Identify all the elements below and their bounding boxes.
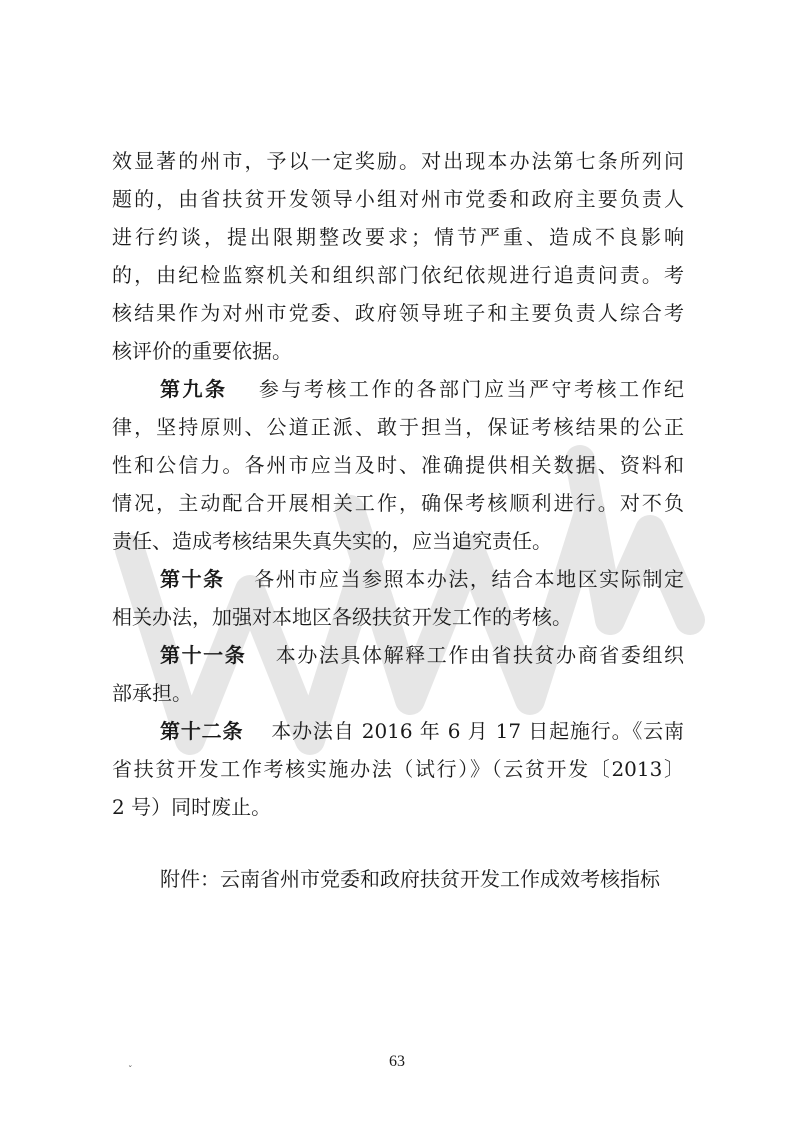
text-line: 2 号）同时废止。 [112,795,272,819]
text-line: 律，坚持原则、公道正派、敢于担当，保证考核结果的公正 [112,415,684,439]
text-line: 的，由纪检监察机关和组织部门依纪依规进行追责问责。考 [112,263,684,287]
text-line: 核结果作为对州市党委、政府领导班子和主要负责人综合考 [112,301,684,325]
watermark-text: WWW [408,600,412,601]
corner-mark: ˇ [128,1066,133,1076]
article-9 [112,370,684,560]
document-body [112,142,684,898]
text-line: 部承担。 [112,681,192,705]
text-line: 参与考核工作的各部门应当严守考核工作纪 [258,377,685,401]
text-line: 责任、造成考核结果失真失实的，应当追究责任。 [112,529,552,553]
text-line: 题的，由省扶贫开发领导小组对州市党委和政府主要负责人 [112,187,684,211]
text-line: 相关办法，加强对本地区各级扶贫开发工作的考核。 [112,605,572,629]
text-line: 性和公信力。各州市应当及时、准确提供相关数据、资料和 [112,453,684,477]
text-line: 情况，主动配合开展相关工作，确保考核顺利进行。对不负 [112,491,684,515]
attachment-note: 附件：云南省州市党委和政府扶贫开发工作成效考核指标 [160,867,660,891]
text-line: 本办法自 2016 年 6 月 17 日起施行。《云南 [271,719,685,743]
page-number: 63 [389,1053,405,1070]
article-12 [112,712,684,826]
article-10 [112,560,684,636]
text-line: 省扶贫开发工作考核实施办法（试行）》（云贫开发〔2013〕 [112,757,684,781]
text-line: 各州市应当参照本办法，结合本地区实际制定 [254,567,685,591]
article-heading: 第十条 [160,567,225,591]
article-heading: 第十二条 [160,719,244,743]
article-heading: 第九条 [160,377,228,401]
article-11 [112,636,684,712]
paragraph-continuation [112,142,684,370]
text-line: 核评价的重要依据。 [112,339,292,363]
text-line: 本办法具体解释工作由省扶贫办商省委组织 [275,643,685,667]
text-line: 效显著的州市，予以一定奖励。对出现本办法第七条所列问 [112,149,684,173]
article-heading: 第十一条 [160,643,247,667]
text-line: 进行约谈，提出限期整改要求；情节严重、造成不良影响 [112,225,684,249]
